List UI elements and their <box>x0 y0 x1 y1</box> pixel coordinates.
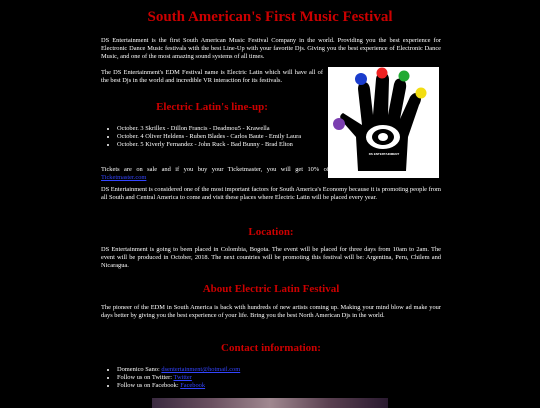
contact-label: Follow us on Twitter: <box>117 374 174 381</box>
list-item: • October. 3 Skrillex - Dillon Francis - Deadmou5 - Krawella <box>117 125 323 133</box>
hand-logo-icon <box>328 67 439 178</box>
list-item: • October. 4 Oliver Heldens - Ruben Blades - Carlos Baute - Emily Laura <box>117 133 323 141</box>
email-link[interactable]: dsentertainment@hotmail.com <box>161 366 241 373</box>
intro-paragraph: DS Entertainment is the first South American Music Festival Company in the world. Providing you the best experience for Electronic Dance Music festivals with the best Line-Up with your favorite Djs. Giving you the best experience of Electronic Dance Music, and one of the most amazing sound systems of all times. <box>101 37 441 61</box>
contact-label: Follow us on Facebook: <box>117 382 181 389</box>
logo-text: DS ENTERTAINMENT <box>368 152 400 156</box>
festival-photo <box>152 398 388 408</box>
location-heading: Location: <box>248 226 294 238</box>
contact-heading: Contact information: <box>221 342 321 354</box>
ticketmaster-link[interactable]: Ticketmaster.com <box>101 174 147 182</box>
lineup-heading: Electric Latin's line-up: <box>156 101 268 113</box>
location-paragraph: DS Entertainment is going to been placed in Colombia, Bogota. The event will be placed for three days from 10am to 2am. The event will be produced in October, 2018. The next countries will be promoting this festival will be: Argentina, Peru, Chilem and Nicaragua. <box>101 246 441 270</box>
contact-list <box>101 366 417 390</box>
contact-item-facebook <box>117 382 417 390</box>
about-paragraph: The pioneer of the EDM in South America is back with hundreds of new artists coming up. Making your mind blow ad make your days better by giving you the best experience of your life. Bring you the best North American Djs in the world. <box>101 304 441 320</box>
contact-item-twitter <box>117 374 417 382</box>
festival-name-paragraph: The DS Entertainment's EDM Festival name is Electric Latin which will have all of the best Djs in the world and incredible VR interaction for its festivals. <box>101 69 323 85</box>
tickets-text: Tickets are on sale and if you buy your Ticketmaster, you will get 10% off <box>101 166 331 173</box>
page-title: South American's First Music Festival <box>147 9 393 25</box>
twitter-link[interactable]: Twitter <box>173 374 192 381</box>
tickets-paragraph <box>101 166 331 182</box>
contact-item-email <box>117 366 417 374</box>
lineup-list <box>101 125 323 149</box>
list-item: • October. 5 Kiverly Fernandez - John Ruck - Bad Bunny - Brad Elton <box>117 141 323 149</box>
contact-label: Domenico Sano: <box>117 366 162 373</box>
about-heading: About Electric Latin Festival <box>202 283 340 295</box>
importance-paragraph: DS Entertainment is considered one of the most important factors for South America's Economy because it is promoting people from all South and Central America to come and visit these places where Electric Latin will be placed every year. <box>101 186 441 202</box>
facebook-link[interactable]: Facebook <box>180 382 206 389</box>
